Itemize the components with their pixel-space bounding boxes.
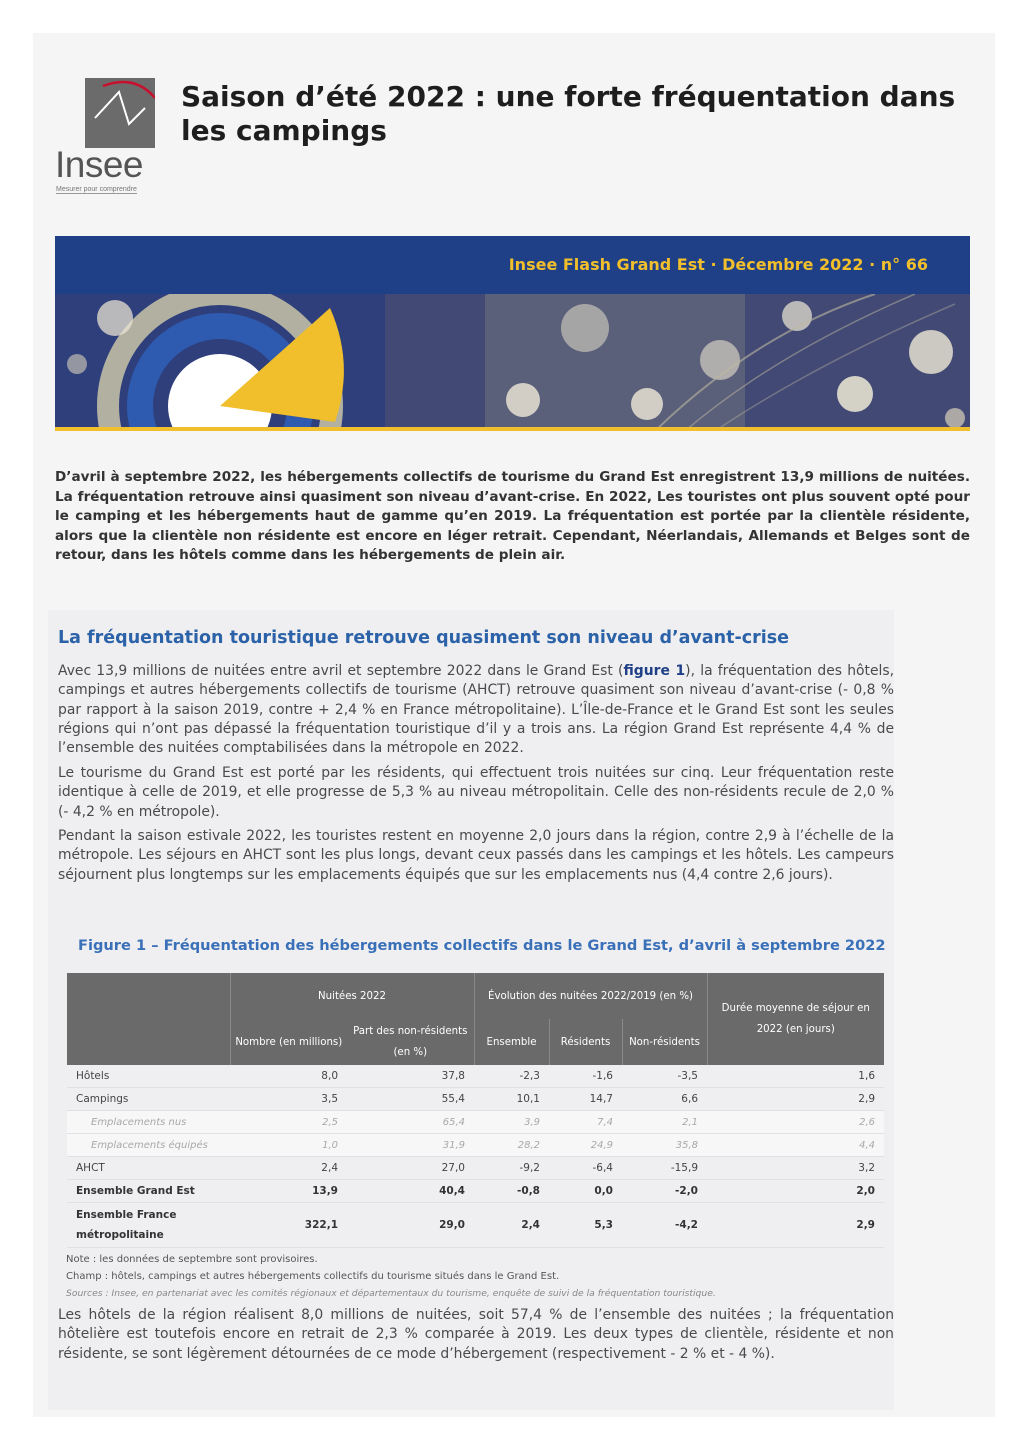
cell-duree: 4,4	[707, 1134, 884, 1157]
logo-wordmark: Insee	[55, 144, 144, 185]
cell-non-residents: -3,5	[622, 1065, 707, 1088]
row-label: Ensemble France métropolitaine	[67, 1203, 230, 1248]
cell-ensemble: 10,1	[474, 1088, 549, 1111]
cell-residents: 24,9	[549, 1134, 622, 1157]
table-row	[67, 1134, 884, 1157]
cell-duree: 2,6	[707, 1111, 884, 1134]
cell-non-residents: -2,0	[622, 1180, 707, 1203]
header-nuitees-2022: Nuitées 2022	[230, 973, 474, 1019]
paragraph-2: Le tourisme du Grand Est est porté par les résidents, qui effectuent trois nuitées sur cinq. Leur fréquentation reste identique à celle de 2019, et elle progresse de 5,3 % au niveau métropolitain. Celle des non-résidents recule de 2,0 % (- 4,2 % en métropole).	[58, 765, 894, 820]
sources-text: Sources : Insee, en partenariat avec les comités régionaux et départementaux du tourisme, enquête de suivi de la fréquentation touristique.	[66, 1288, 716, 1299]
cell-nombre: 1,0	[230, 1134, 347, 1157]
champ-text: Champ : hôtels, campings et autres hébergements collectifs du tourisme situés dans le Grand Est.	[66, 1271, 560, 1282]
row-label: Emplacements nus	[67, 1111, 230, 1134]
table-row	[67, 1157, 884, 1180]
cell-nombre: 13,9	[230, 1180, 347, 1203]
cell-nombre: 8,0	[230, 1065, 347, 1088]
figure-1-notes	[66, 1251, 886, 1302]
header-duree-moyenne: Durée moyenne de séjour en 2022 (en jours)	[707, 973, 884, 1065]
table-row	[67, 1065, 884, 1088]
cell-non-residents: -4,2	[622, 1203, 707, 1248]
cell-non-residents: -15,9	[622, 1157, 707, 1180]
cell-part: 31,9	[347, 1134, 474, 1157]
cell-part: 27,0	[347, 1157, 474, 1180]
paragraph-1	[58, 662, 894, 758]
section-heading: La fréquentation touristique retrouve quasiment son niveau d’avant-crise	[58, 628, 790, 648]
row-label: Emplacements équipés	[67, 1134, 230, 1157]
header-nombre: Nombre (en millions)	[230, 1019, 347, 1065]
cell-part: 65,4	[347, 1111, 474, 1134]
cell-residents: -6,4	[549, 1157, 622, 1180]
table-row	[67, 1088, 884, 1111]
cell-nombre: 322,1	[230, 1203, 347, 1248]
cell-ensemble: 3,9	[474, 1111, 549, 1134]
header-empty	[67, 973, 230, 1065]
page-title: Saison d’été 2022 : une forte fréquentation dans les campings	[181, 80, 956, 147]
cell-part: 40,4	[347, 1180, 474, 1203]
publication-reference: Insee Flash Grand Est · Décembre 2022 · n° 66	[508, 255, 928, 274]
table-row	[67, 1203, 884, 1248]
header-evolution: Évolution des nuitées 2022/2019 (en %)	[474, 973, 707, 1019]
row-label: Campings	[67, 1088, 230, 1111]
cell-duree: 2,9	[707, 1203, 884, 1248]
cell-ensemble: -0,8	[474, 1180, 549, 1203]
cell-part: 37,8	[347, 1065, 474, 1088]
cell-non-residents: 6,6	[622, 1088, 707, 1111]
cell-non-residents: 2,1	[622, 1111, 707, 1134]
figure-1-link[interactable]: figure 1	[623, 663, 686, 679]
cell-ensemble: 28,2	[474, 1134, 549, 1157]
row-label: AHCT	[67, 1157, 230, 1180]
figure-1-title: Figure 1 – Fréquentation des hébergements collectifs dans le Grand Est, d’avril à septembre 2022	[78, 937, 886, 954]
intro-summary: D’avril à septembre 2022, les hébergements collectifs de tourisme du Grand Est enregistrent 13,9 millions de nuitées. La fréquentation retrouve ainsi quasiment son niveau d’avant-crise. En 2022, Les touristes ont plus souvent opté pour le camping et les hébergements haut de gamme qu’en 2019. La fréquentation est portée par la clientèle résidente, alors que la clientèle non résidente est encore en léger retrait. Cependant, Néerlandais, Allemands et Belges sont de retour, dans les hôtels comme dans les hébergements de plein air.	[55, 469, 970, 563]
cell-part: 55,4	[347, 1088, 474, 1111]
table-row	[67, 1111, 884, 1134]
cell-nombre: 2,4	[230, 1157, 347, 1180]
cell-ensemble: -9,2	[474, 1157, 549, 1180]
header-non-residents: Non-résidents	[622, 1019, 707, 1065]
cell-nombre: 3,5	[230, 1088, 347, 1111]
cell-duree: 1,6	[707, 1065, 884, 1088]
cell-residents: 5,3	[549, 1203, 622, 1248]
figure-1-table	[67, 973, 884, 1248]
cell-duree: 2,0	[707, 1180, 884, 1203]
header-residents: Résidents	[549, 1019, 622, 1065]
paragraph-1-end: ), la fréquentation des hôtels, campings et autres hébergements collectifs de tourisme (AHCT) retrouve quasiment son niveau d’avant-crise (- 0,8 % par rapport à la saison 2019, contre + 2,4 % en France métropolitaine). L’Île-de-France et le Grand Est sont les seules régions qui n’ont pas dépassé la fréquentation touristique d’il y a trois ans. La région Grand Est représente 4,4 % de l’ensemble des nuitées comptabilisées dans la métropole en 2022.	[58, 663, 894, 757]
header-ensemble: Ensemble	[474, 1019, 549, 1065]
table-row	[67, 1180, 884, 1203]
cell-non-residents: 35,8	[622, 1134, 707, 1157]
cell-ensemble: 2,4	[474, 1203, 549, 1248]
cell-residents: -1,6	[549, 1065, 622, 1088]
note-text: Note : les données de septembre sont provisoires.	[66, 1254, 318, 1265]
paragraph-4: Les hôtels de la région réalisent 8,0 millions de nuitées, soit 57,4 % de l’ensemble des nuitées ; la fréquentation hôtelière est toutefois encore en retrait de 2,3 % comparée à 2019. Les deux types de clientèle, résidente et non résidente, se sont légèrement détournées de ce mode d’hébergement (respectivement - 2 % et - 4 %).	[58, 1307, 894, 1362]
cell-duree: 2,9	[707, 1088, 884, 1111]
row-label: Hôtels	[67, 1065, 230, 1088]
paragraph-1-start: Avec 13,9 millions de nuitées entre avril et septembre 2022 dans le Grand Est (	[58, 663, 624, 679]
cell-residents: 0,0	[549, 1180, 622, 1203]
publication-band	[55, 236, 970, 294]
logo-square-icon	[85, 78, 155, 148]
cell-ensemble: -2,3	[474, 1065, 549, 1088]
cell-residents: 14,7	[549, 1088, 622, 1111]
cell-duree: 3,2	[707, 1157, 884, 1180]
insee-logo[interactable]	[55, 78, 159, 196]
row-label: Ensemble Grand Est	[67, 1180, 230, 1203]
cell-residents: 7,4	[549, 1111, 622, 1134]
paragraph-3: Pendant la saison estivale 2022, les touristes restent en moyenne 2,0 jours dans la région, contre 2,9 à l’échelle de la métropole. Les séjours en AHCT sont les plus longs, devant ceux passés dans les campings et les hôtels. Les campeurs séjournent plus longtemps sur les emplacements équipés que sur les emplacements nus (4,4 contre 2,6 jours).	[58, 828, 894, 883]
cell-part: 29,0	[347, 1203, 474, 1248]
logo-tagline: Mesurer pour comprendre	[56, 186, 137, 193]
header-part-non-residents: Part des non-résidents (en %)	[347, 1019, 474, 1065]
banner-illustration	[55, 294, 970, 431]
cell-nombre: 2,5	[230, 1111, 347, 1134]
